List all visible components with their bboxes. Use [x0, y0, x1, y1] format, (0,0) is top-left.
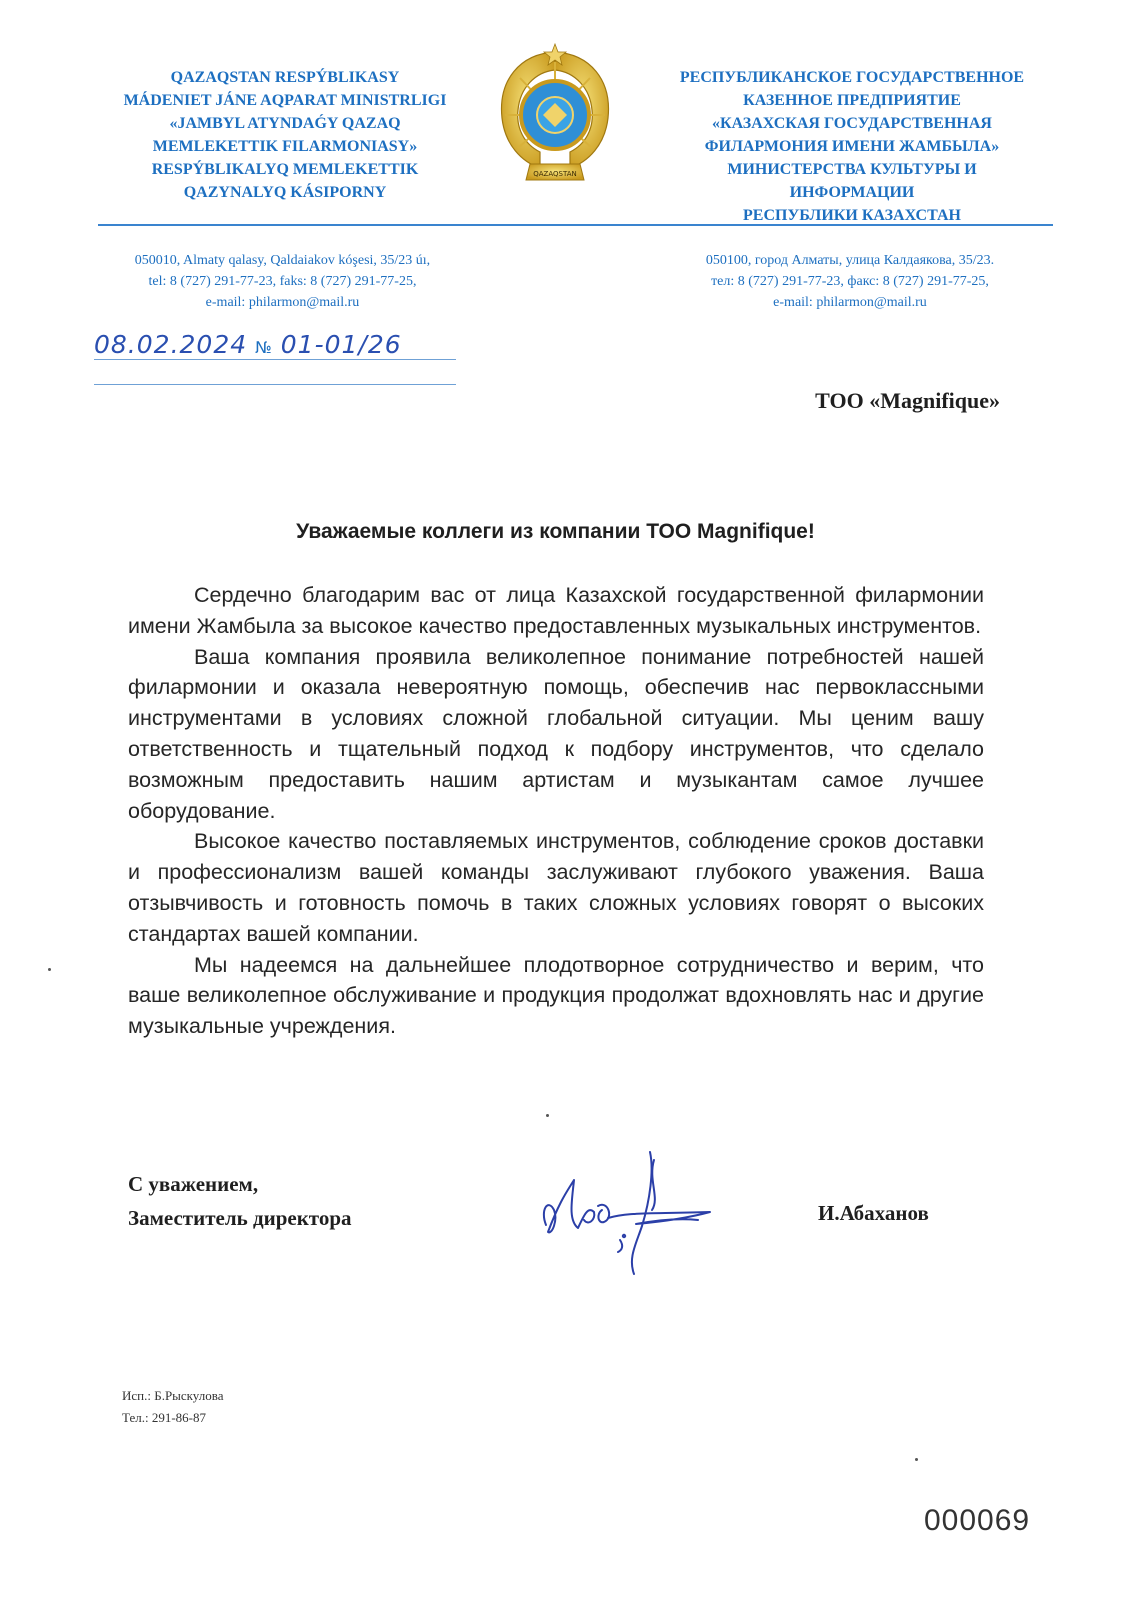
- reference-date: 08.02.2024: [94, 330, 248, 359]
- reference-number: 01-01/26: [280, 330, 402, 359]
- header-left-line: RESPÝBLIKALYQ MEMLEKETTIK: [151, 161, 419, 178]
- body-paragraph: Ваша компания проявила великолепное понимание потребностей нашей филармонии и оказала невероятную помощь, обеспечив нас первоклассными инструментами в условиях сложной глобальной ситуации. Мы ценим вашу ответственность и тщательный подход к подбору инструментов, что сделало возможным предоставить нашим артистам и музыкантам самое лучшее оборудование.: [128, 644, 984, 823]
- number-sign: №: [255, 338, 273, 357]
- svg-text:QAZAQSTAN: QAZAQSTAN: [533, 170, 577, 178]
- body-paragraph: Высокое качество поставляемых инструментов, соблюдение сроков доставки и профессионализм вашей команды заслуживают глубокого уважения. Ваша отзывчивость и готовность помочь в таких сложных условиях говорят о высоких стандартах вашей компании.: [128, 829, 984, 946]
- address-left-line: tel: 8 (727) 291-77-23, faks: 8 (727) 291-77-25,: [148, 274, 417, 289]
- address-left-line: 050010, Almaty qalasy, Qaldaiakov kóşesi, 35/23 úı,: [134, 253, 431, 268]
- reference-underline: [94, 359, 456, 360]
- header-right-line: ИНФОРМАЦИИ: [789, 184, 915, 201]
- letter-body: [128, 580, 984, 1042]
- header-divider: [98, 224, 1053, 226]
- scan-speck: [48, 968, 51, 971]
- state-emblem-icon: [480, 40, 630, 190]
- body-paragraph: Мы надеемся на дальнейшее плодотворное сотрудничество и верим, что ваше великолепное обслуживание и продукция продолжат вдохновлять нас и другие музыкальные учреждения.: [128, 952, 984, 1039]
- document-serial-number: 000069: [924, 1504, 1031, 1537]
- header-left-line: «JAMBYL ATYNDAǴY QAZAQ: [169, 115, 401, 132]
- address-left: [85, 250, 480, 313]
- address-right-line: тел: 8 (727) 291-77-23, факс: 8 (727) 291-77-25,: [711, 274, 989, 289]
- header-left-line: QAZYNALYQ KÁSIPORNY: [183, 184, 387, 201]
- scan-speck: [915, 1458, 918, 1461]
- address-left-line: e-mail: philarmon@mail.ru: [205, 295, 360, 310]
- signer-position: Заместитель директора: [128, 1206, 352, 1230]
- salutation: Уважаемые коллеги из компании ТОО Magnifique!: [296, 520, 815, 543]
- header-right-line: ФИЛАРМОНИЯ ИМЕНИ ЖАМБЫЛА»: [704, 138, 1000, 155]
- header-right-line: МИНИСТЕРСТВА КУЛЬТУРЫ И: [727, 161, 977, 178]
- handwritten-signature: [538, 1140, 718, 1280]
- address-right-line: e-mail: philarmon@mail.ru: [773, 295, 927, 310]
- header-left-line: MÁDENIET JÁNE AQPARAT MINISTRLIGI: [123, 92, 447, 109]
- header-right-line: РЕСПУБЛИКИ КАЗАХСТАН: [743, 207, 961, 224]
- header-left-line: MEMLEKETTIK FILARMONIASY»: [152, 138, 418, 155]
- recipient: ТОО «Magnifique»: [815, 388, 1000, 413]
- reference-second-line: [94, 384, 456, 385]
- scan-speck: [546, 1114, 549, 1117]
- header-right-russian: [652, 66, 1052, 227]
- address-right: [665, 250, 1035, 313]
- header-right-line: «КАЗАХСКАЯ ГОСУДАРСТВЕННАЯ: [712, 115, 992, 132]
- executor-info: [122, 1385, 223, 1429]
- signer-name: И.Абаханов: [818, 1201, 929, 1225]
- executor-phone: Тел.: 291-86-87: [122, 1410, 206, 1425]
- header-left-line: QAZAQSTAN RESPÝBLIKASY: [170, 69, 400, 86]
- closing-regards: С уважением,: [128, 1172, 259, 1196]
- header-left-kazakh: [90, 66, 480, 204]
- closing-block: [128, 1167, 352, 1235]
- outgoing-reference: [94, 330, 464, 359]
- executor-name: Исп.: Б.Рыскулова: [122, 1388, 224, 1403]
- header-right-line: КАЗЕННОЕ ПРЕДПРИЯТИЕ: [743, 92, 961, 109]
- header-right-line: РЕСПУБЛИКАНСКОЕ ГОСУДАРСТВЕННОЕ: [679, 69, 1025, 86]
- address-right-line: 050100, город Алматы, улица Калдаякова, 35/23.: [705, 253, 995, 268]
- body-paragraph: Сердечно благодарим вас от лица Казахской государственной филармонии имени Жамбыла за высокое качество предоставленных музыкальных инструментов.: [128, 583, 984, 638]
